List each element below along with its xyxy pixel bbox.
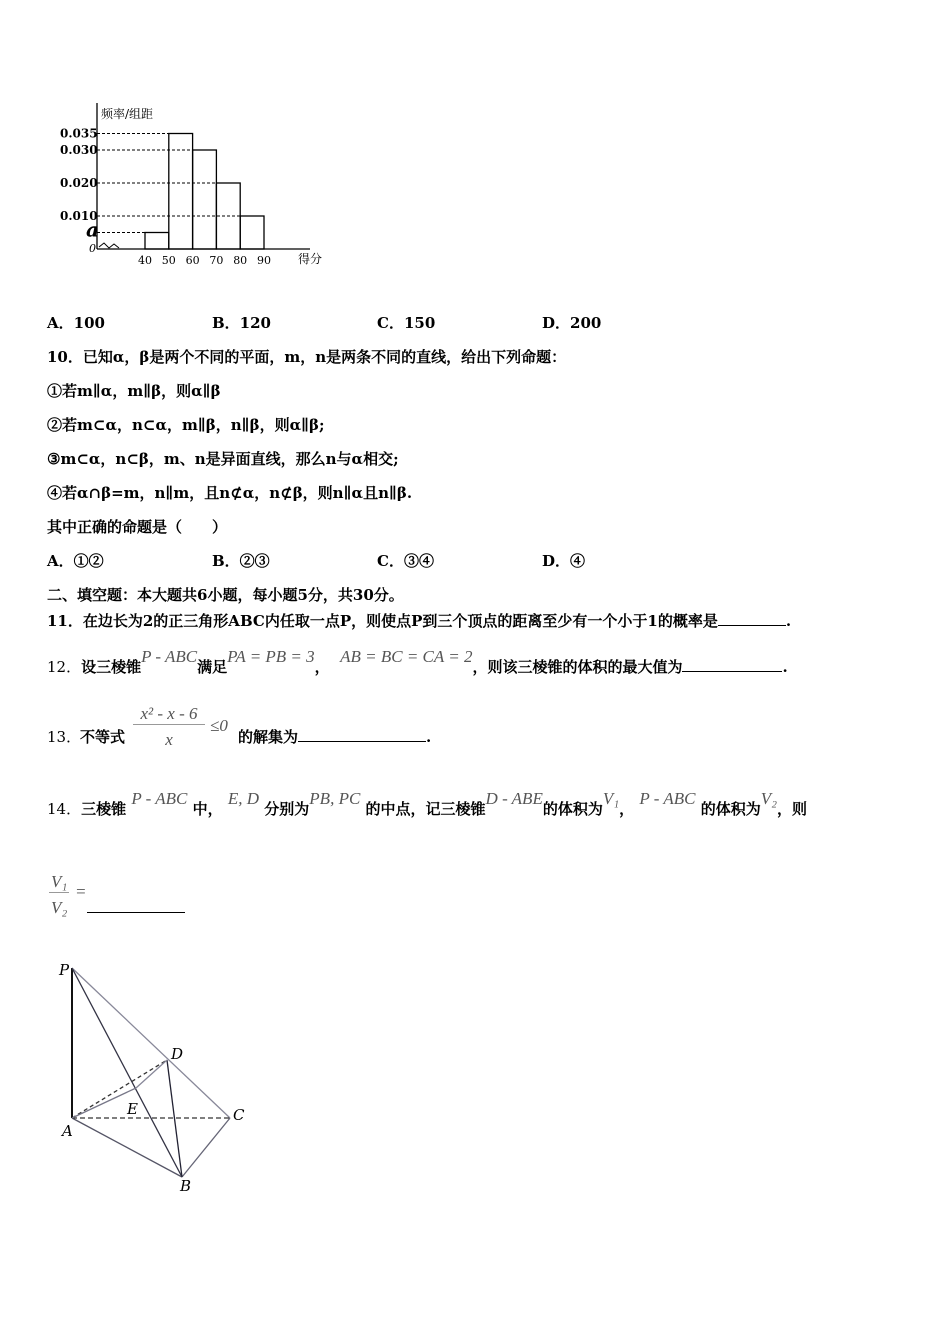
q10-stem: 10．已知α，β是两个不同的平面，m，n是两条不同的直线，给出下列命题： — [47, 348, 567, 366]
q10-option-b[interactable]: B．②③ — [212, 552, 270, 570]
q11-end: . — [785, 612, 792, 630]
q14-frac-numerator: V₁ — [51, 872, 68, 891]
q14-text: ， — [619, 800, 635, 818]
q14 — [47, 789, 808, 819]
q12-number: 12． — [47, 658, 82, 676]
q13-text: 不等式 — [80, 728, 126, 746]
x-tick-label: 70 — [209, 254, 224, 267]
q12-text: ， — [314, 658, 330, 676]
q12-end: . — [782, 658, 788, 676]
q14-text: ，则 — [777, 800, 808, 818]
q11 — [47, 610, 791, 631]
q12-text: 设三棱锥 — [81, 658, 142, 676]
q12-math: AB = BC = CA = 2 — [340, 647, 473, 666]
q10-option-c[interactable]: C．③④ — [377, 552, 434, 570]
axis-break-icon — [99, 243, 119, 248]
label-d: D — [171, 1045, 184, 1063]
q12 — [47, 647, 788, 677]
q14-text: 的中点，记三棱锥 — [365, 800, 486, 818]
edge-bc — [182, 1118, 230, 1177]
histogram-bar — [193, 150, 217, 249]
y-tick-label: a — [86, 217, 99, 242]
q10-item-2: ②若m⊂α，n⊂α，m∥β，n∥β，则α∥β; — [47, 416, 325, 434]
q14-math: V₁ — [602, 789, 620, 808]
q14-math: P - ABC — [639, 789, 696, 808]
x-axis-label: 得分 — [298, 252, 323, 266]
histogram-chart — [40, 95, 380, 275]
q14-math: PB, PC — [309, 789, 361, 808]
q12-math: PA = PB = 3 — [227, 647, 315, 666]
label-a: A — [62, 1122, 73, 1140]
x-tick-label: 90 — [257, 254, 271, 267]
q12-math: P - ABC — [141, 647, 198, 666]
histogram-bar — [240, 216, 264, 249]
q11-text: 11．在边长为2的正三角形ABC内任取一点P，则使点P到三个顶点的距离至少有一个小于1的概率是 — [47, 612, 718, 630]
q10-option-d[interactable]: D．④ — [542, 552, 586, 570]
y-tick-label: 0.030 — [60, 143, 98, 157]
q10-item-3: ③m⊂α，n⊂β，m、n是异面直线，那么n与α相交; — [47, 450, 399, 468]
q10-option-a[interactable]: A．①② — [47, 552, 104, 570]
q13-numerator: x² - x - 6 — [133, 704, 205, 725]
q14-ratio — [47, 872, 207, 922]
q13-answer-blank[interactable] — [298, 727, 426, 742]
q14-math: D - ABE — [485, 789, 543, 808]
label-p: P — [59, 961, 70, 979]
origin-label: 0 — [89, 242, 96, 255]
q14-math: P - ABC — [131, 789, 188, 808]
q14-text: 三棱锥 — [81, 800, 127, 818]
q11-answer-blank[interactable] — [718, 611, 786, 626]
q13-denominator: x — [165, 730, 173, 749]
q14-math: E, D — [227, 789, 260, 808]
q14-frac-denominator: V₂ — [51, 898, 68, 917]
q10-question: 其中正确的命题是（ ） — [47, 518, 228, 536]
q13-relation: ≤0 — [210, 716, 228, 735]
q10-item-1: ①若m∥α，m∥β，则α∥β — [47, 382, 221, 400]
edge-ab — [72, 1118, 182, 1177]
pyramid-figure — [40, 940, 280, 1200]
y-tick-label: 0.010 — [60, 209, 98, 223]
q10-item-4: ④若α∩β=m，n∥m，且n⊄α，n⊄β，则n∥α且n∥β. — [47, 484, 413, 502]
q12-answer-blank[interactable] — [682, 657, 782, 672]
q13-text: 的解集为 — [238, 728, 299, 746]
edge-ad — [72, 1060, 167, 1118]
q13-tail — [238, 726, 431, 747]
q9-option-d[interactable]: D．200 — [542, 314, 602, 332]
y-tick-label: 0.020 — [60, 176, 98, 190]
label-c: C — [233, 1106, 245, 1124]
histogram-bar — [169, 134, 193, 250]
q14-equals: = — [75, 882, 87, 901]
q9-option-c[interactable]: C．150 — [377, 314, 436, 332]
q13-number: 13． — [47, 728, 82, 746]
q12-text: ，则该三棱锥的体积的最大值为 — [472, 658, 683, 676]
q14-text: 分别为 — [264, 800, 310, 818]
edge-pb — [72, 968, 182, 1177]
label-b: B — [180, 1177, 192, 1195]
q13-end: . — [426, 728, 432, 746]
q9-option-b[interactable]: B．120 — [212, 314, 271, 332]
q14-math: V₂ — [760, 789, 777, 808]
section-heading: 二、填空题：本大题共6小题，每小题5分，共30分。 — [47, 586, 404, 604]
q14-text: 的体积为 — [700, 800, 761, 818]
q12-text: 满足 — [197, 658, 228, 676]
edge-ed — [136, 1060, 167, 1088]
histogram-bar — [145, 233, 169, 250]
q14-text: 中， — [192, 800, 223, 818]
x-tick-label: 60 — [185, 254, 200, 267]
q14-answer-blank[interactable] — [87, 898, 185, 913]
q9-option-a[interactable]: A．100 — [47, 314, 105, 332]
x-tick-label: 50 — [161, 254, 176, 267]
x-tick-label: 80 — [233, 254, 248, 267]
x-tick-label: 40 — [138, 254, 152, 267]
q14-text: 的体积为 — [542, 800, 603, 818]
edge-pc — [72, 968, 230, 1118]
label-e: E — [127, 1100, 138, 1118]
y-axis-label: 频率/组距 — [101, 107, 154, 121]
q14-number: 14． — [47, 800, 82, 818]
y-tick-label: 0.035 — [60, 126, 98, 141]
